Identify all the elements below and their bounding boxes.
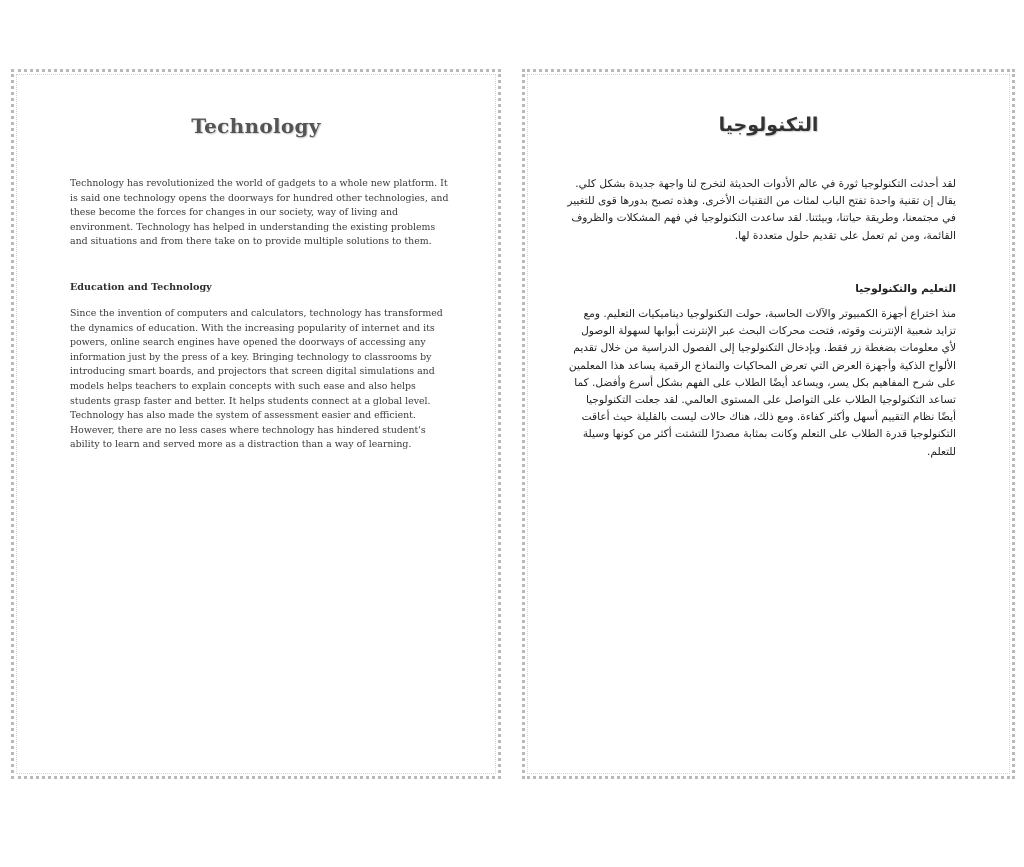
arabic-title: التكنولوجيا <box>718 114 819 136</box>
arabic-section-heading: التعليم والتكنولوجيا <box>855 283 956 295</box>
english-intro-paragraph: Technology has revolutionized the world of gadgets to a whole new platform. It is said one technology opens the doorways for hundred other technologies, and these become the forces for changes in our society, way of living and environment. Technology has helped in understanding the existing problems and situations and from there take on to provide multiple solutions to them. <box>70 178 449 248</box>
arabic-page <box>522 69 1015 779</box>
arabic-section-paragraph: منذ اختراع أجهزة الكمبيوتر والآلات الحاسبة، حولت التكنولوجيا ديناميكيات التعليم. ومع تزايد شعبية الإنترنت وقوته، فتحت محركات البحث عبر الإنترنت أبوابها لسهولة الوصول لأي معلومات بضغطة زر فقط. وبإدخال التكنولوجيا إلى الفصول الدراسية من خلال تقديم الألواح الذكية وأجهزة العرض التي تعرض المحاكيات والنماذج الرقمية يساعد هذا المعلمين على شرح المفاهيم بكل يسر، ويساعد أيضًا الطلاب على الفهم بشكل أسرع وأفضل. كما تساعد التكنولوجيا الطلاب على التواصل على المستوى العالمي. لقد جعلت التكنولوجيا أيضًا نظام التقييم أسهل وأكثر كفاءة. ومع ذلك، هناك حالات ليست بالقليلة حيث أعاقت التكنولوجيا قدرة الطلاب على التعلم وكانت بمثابة مصدرًا للتشتت أكثر من كونها وسيلة للتعلم. <box>568 308 956 458</box>
arabic-intro-paragraph: لقد أحدثت التكنولوجيا ثورة في عالم الأدوات الحديثة لتخرج لنا واجهة جديدة بشكل كلي. يقال إن تقنية واحدة تفتح الباب لمئات من التقنيات الأخرى. وهذه تصبح بدورها قوى للتغيير في مجتمعنا، وطريقة حياتنا، وبيئتنا. لقد ساعدت التكنولوجيا في فهم المشكلات والظروف القائمة، ومن ثم تعمل على تقديم حلول متعددة لها. <box>567 178 956 242</box>
english-page <box>11 69 501 779</box>
english-section-heading: Education and Technology <box>70 282 212 293</box>
english-title: Technology <box>191 114 321 138</box>
english-section-paragraph: Since the invention of computers and calculators, technology has transformed the dynamics of education. With the increasing popularity of internet and its powers, online search engines have opened the doorways of accessing any information just by the press of a key. Bringing technology to classrooms by introducing smart boards, and projectors that screen digital simulations and models helps teachers to explain concepts with such ease and also helps students grasp faster and better. It helps students connect at a global level. Technology has also made the system of assessment easier and efficient. However, there are no less cases where technology has hindered student's ability to learn and served more as a distraction than a way of learning. <box>70 308 443 451</box>
